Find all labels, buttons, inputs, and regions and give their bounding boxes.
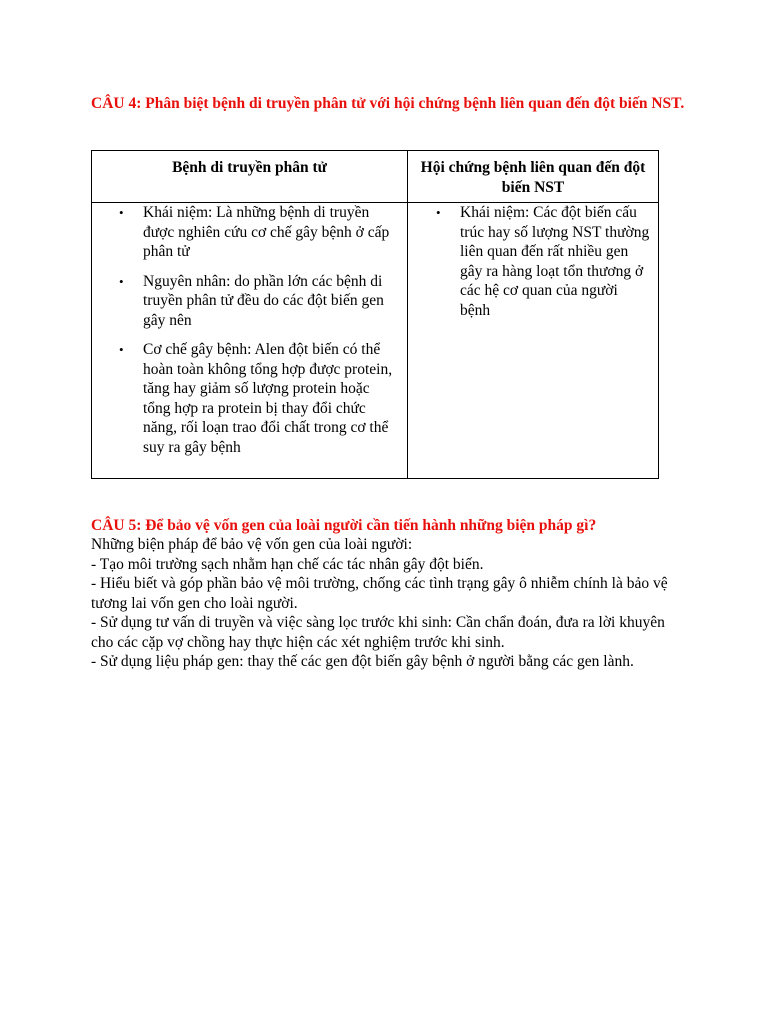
column-header-chromosome-syndrome: Hội chứng bệnh liên quan đến đột biến NST: [408, 151, 659, 203]
answer-intro: Những biện pháp để bảo vệ vốn gen của loài người:: [91, 536, 413, 553]
comparison-table: [91, 150, 659, 479]
question-5-heading: CÂU 5: Để bảo vệ vốn gen của loài người cần tiến hành những biện pháp gì?: [91, 517, 597, 534]
chromosome-syndrome-cell: [408, 203, 659, 479]
table-row: [92, 203, 659, 479]
question-5-answer: [91, 535, 691, 672]
list-item-concept: • Khái niệm: Các đột biến cấu trúc hay số lượng NST thường liên quan đến rất nhiều gen gây ra hàng loạt tổn thương ở các hệ cơ quan của người bệnh: [460, 203, 650, 320]
column-header-molecular-disease: Bệnh di truyền phân tử: [92, 151, 408, 203]
table-header-row: [92, 151, 659, 203]
measure-item: - Sử dụng liệu pháp gen: thay thế các gen đột biến gây bệnh ở người bằng các gen lành.: [91, 653, 634, 670]
list-item-mechanism: • Cơ chế gây bệnh: Alen đột biến có thể hoàn toàn không tổng hợp được protein, tăng hay giảm số lượng protein hoặc tổng hợp ra protein bị thay đổi chức năng, rối loạn trao đổi chất trong cơ thể suy ra gây bệnh: [143, 340, 401, 457]
list-item-concept: • Khái niệm: Là những bệnh di truyền được nghiên cứu cơ chế gây bệnh ở cấp phân tử: [143, 203, 401, 262]
measure-item: - Hiểu biết và góp phần bảo vệ môi trường, chống các tình trạng gây ô nhiễm chính là bảo vệ tương lai vốn gen cho loài người.: [91, 575, 668, 612]
measure-item: - Sử dụng tư vấn di truyền và việc sàng lọc trước khi sinh: Cần chẩn đoán, đưa ra lời khuyên cho các cặp vợ chồng hay thực hiện các xét nghiệm trước khi sinh.: [91, 614, 665, 651]
measure-item: - Tạo môi trường sạch nhằm hạn chế các tác nhân gây đột biến.: [91, 555, 484, 573]
molecular-disease-cell: [92, 203, 408, 479]
chromosome-syndrome-list: [408, 203, 658, 320]
list-item-cause: • Nguyên nhân: do phần lớn các bệnh di truyền phân tử đều do các đột biến gen gây nên: [143, 272, 401, 331]
question-4-heading: CÂU 4: Phân biệt bệnh di truyền phân tử với hội chứng bệnh liên quan đến đột biến NST.: [91, 95, 685, 112]
molecular-disease-list: [92, 203, 407, 457]
